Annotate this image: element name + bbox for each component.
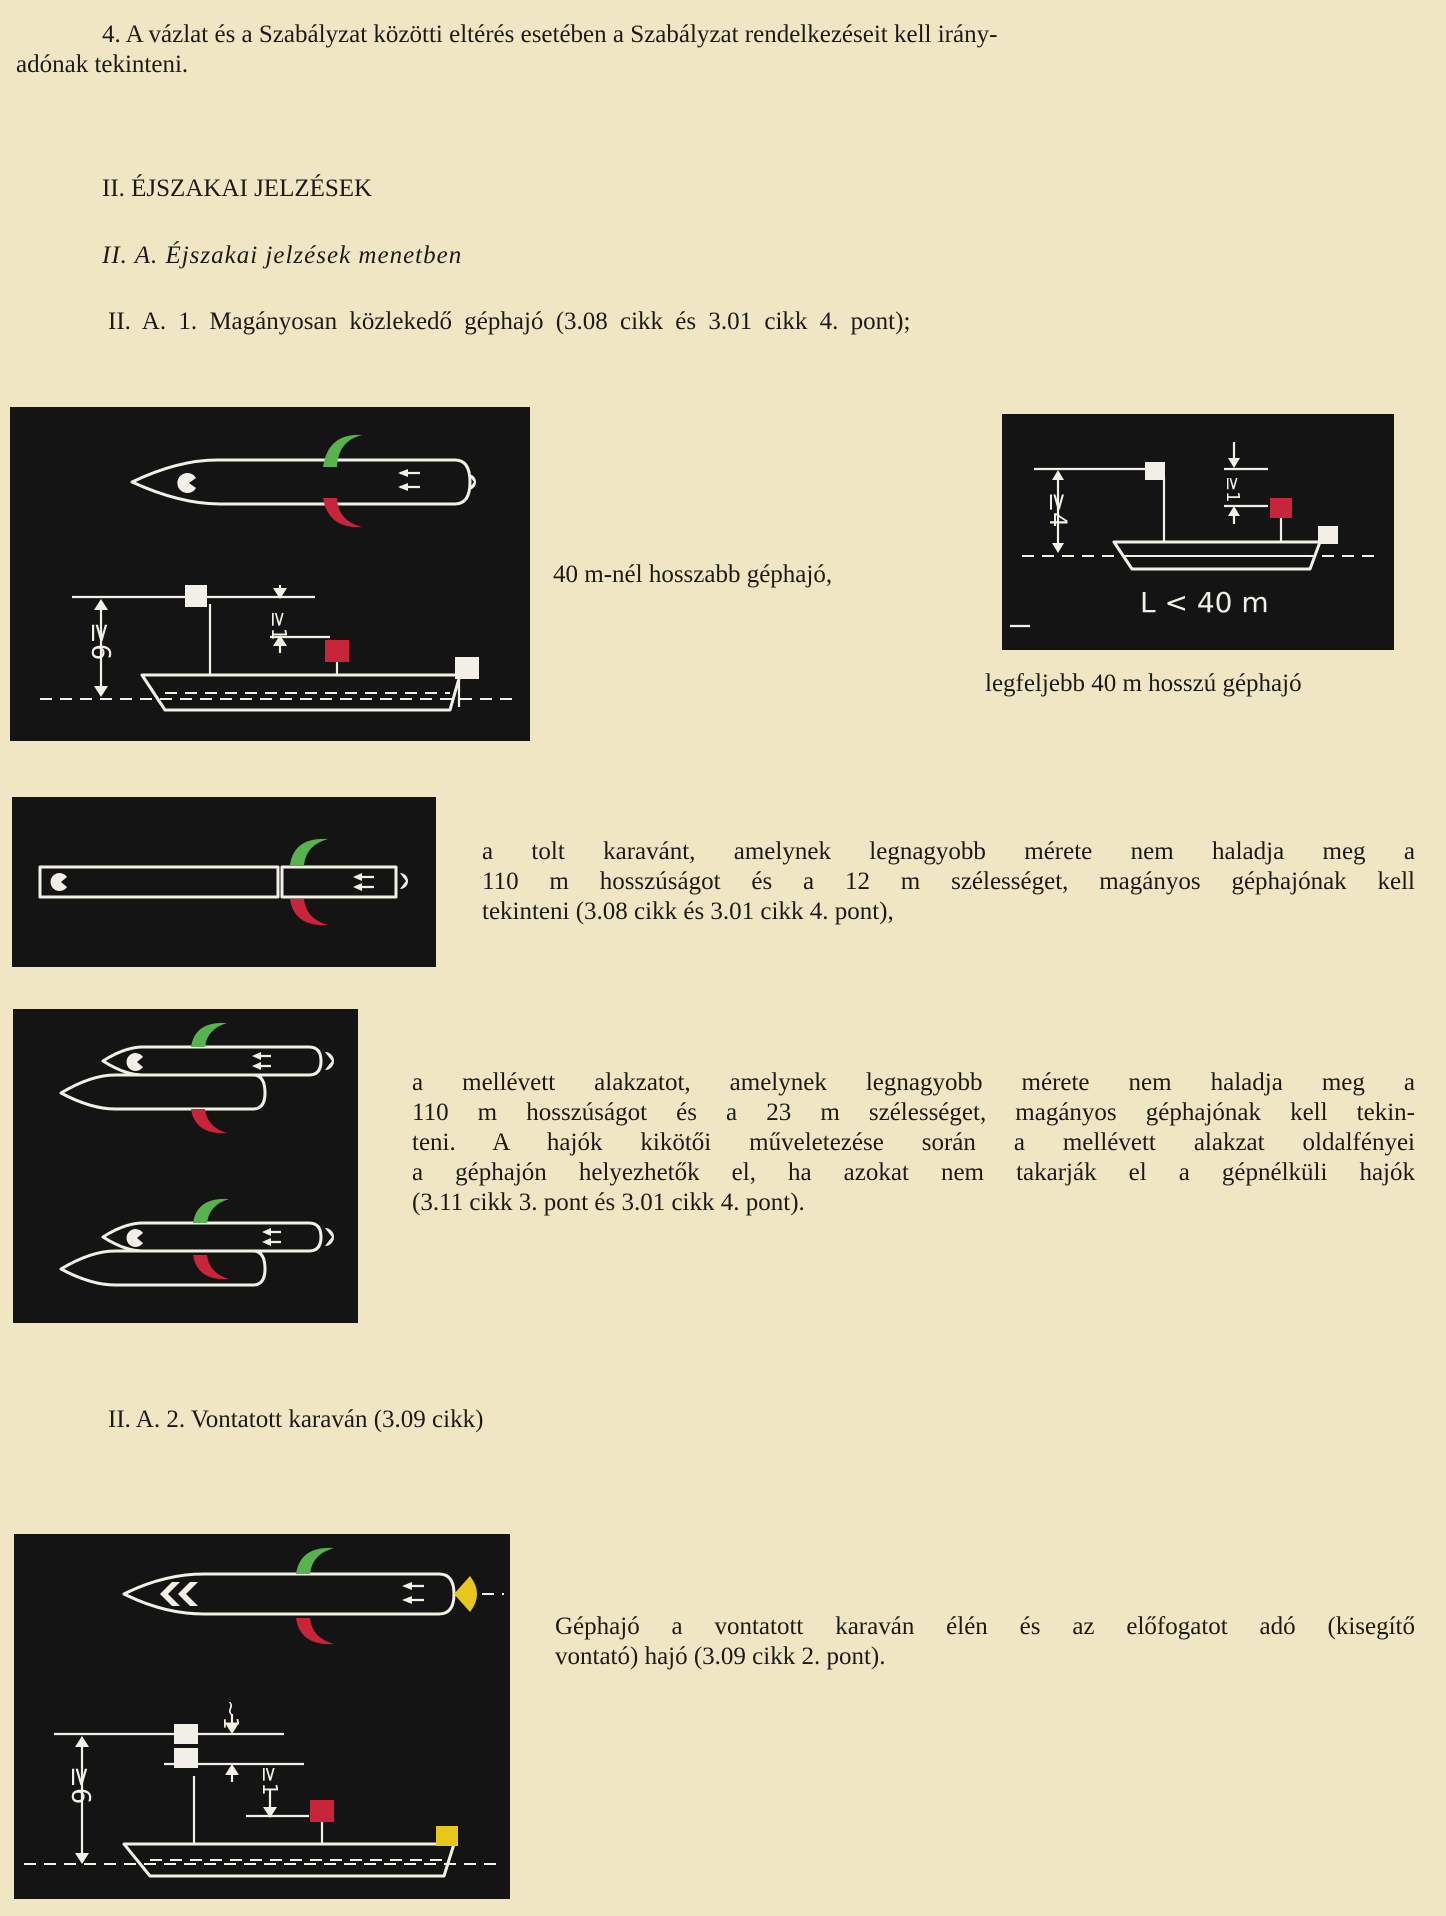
side-by-side-paragraph [412, 1068, 1415, 1218]
paragraph-line: tekinteni (3.08 cikk és 3.01 cikk 4. pont), [482, 898, 894, 925]
paragraph-line: 110 m hosszúságot és a 12 m szélességet, magányos géphajónak kell [482, 868, 1415, 895]
paragraph-line: a géphajón helyezhetők el, ha azokat nem takarják el a gépnélküli hajók [412, 1159, 1415, 1186]
height-4-label: ≥4 [1044, 492, 1072, 528]
length-limit-label: L < 40 m [1140, 586, 1269, 619]
intro-line: adónak tekinteni. [16, 51, 189, 78]
paragraph-line: a mellévett alakzatot, amelynek legnagyobb mérete nem haladja meg a [412, 1069, 1415, 1096]
short-vessel-diagram [1002, 414, 1394, 650]
height-6-label: ≥6 [65, 1766, 95, 1805]
long-vessel-diagram [10, 407, 530, 741]
paragraph-line: teni. A hajók kikötői műveletezése során a mellévett alakzat oldalfényei [412, 1129, 1415, 1156]
paragraph-line: 110 m hosszúságot és a 23 m szélességet, magányos géphajónak kell tekin- [412, 1099, 1415, 1126]
pushed-convoy-diagram [12, 797, 436, 967]
intro-line: 4. A vázlat és a Szabályzat közötti eltérés esetében a Szabályzat rendelkezéseit kell irány- [102, 21, 998, 48]
paragraph-line: vontató) hajó (3.09 cikk 2. pont). [555, 1643, 886, 1670]
heading-sub: II. A. Éjszakai jelzések menetben [102, 242, 463, 269]
side-by-side-diagram [13, 1009, 358, 1323]
heading-main: II. ÉJSZAKAI JELZÉSEK [102, 175, 373, 202]
caption-short-vessel: legfeljebb 40 m hosszú géphajó [985, 670, 1302, 697]
height-1-label: ≥1 [267, 611, 291, 641]
towed-convoy-paragraph [555, 1612, 1415, 1672]
height-6-label: ≥6 [85, 622, 115, 661]
height-1-label: ≥1 [1222, 476, 1243, 503]
section-2-title: II. A. 2. Vontatott karaván (3.09 cikk) [108, 1406, 484, 1433]
paragraph-line: (3.11 cikk 3. pont és 3.01 cikk 4. pont). [412, 1189, 805, 1216]
intro-paragraph [16, 20, 1416, 80]
paragraph-line: a tolt karavánt, amelynek legnagyobb mérete nem haladja meg a [482, 838, 1415, 865]
paragraph-line: Géphajó a vontatott karaván élén és az előfogatot adó (kisegítő [555, 1613, 1415, 1640]
pushed-convoy-paragraph [482, 837, 1415, 927]
towed-convoy-diagram [14, 1534, 510, 1899]
height-1-label: ≥1 [258, 1766, 282, 1796]
height-1-approx-label: ~1 [219, 1700, 243, 1730]
caption-long-vessel: 40 m-nél hosszabb géphajó, [553, 561, 833, 588]
section-1-title: II. A. 1. Magányosan közlekedő géphajó (3.08 cikk és 3.01 cikk 4. pont); [108, 308, 911, 335]
